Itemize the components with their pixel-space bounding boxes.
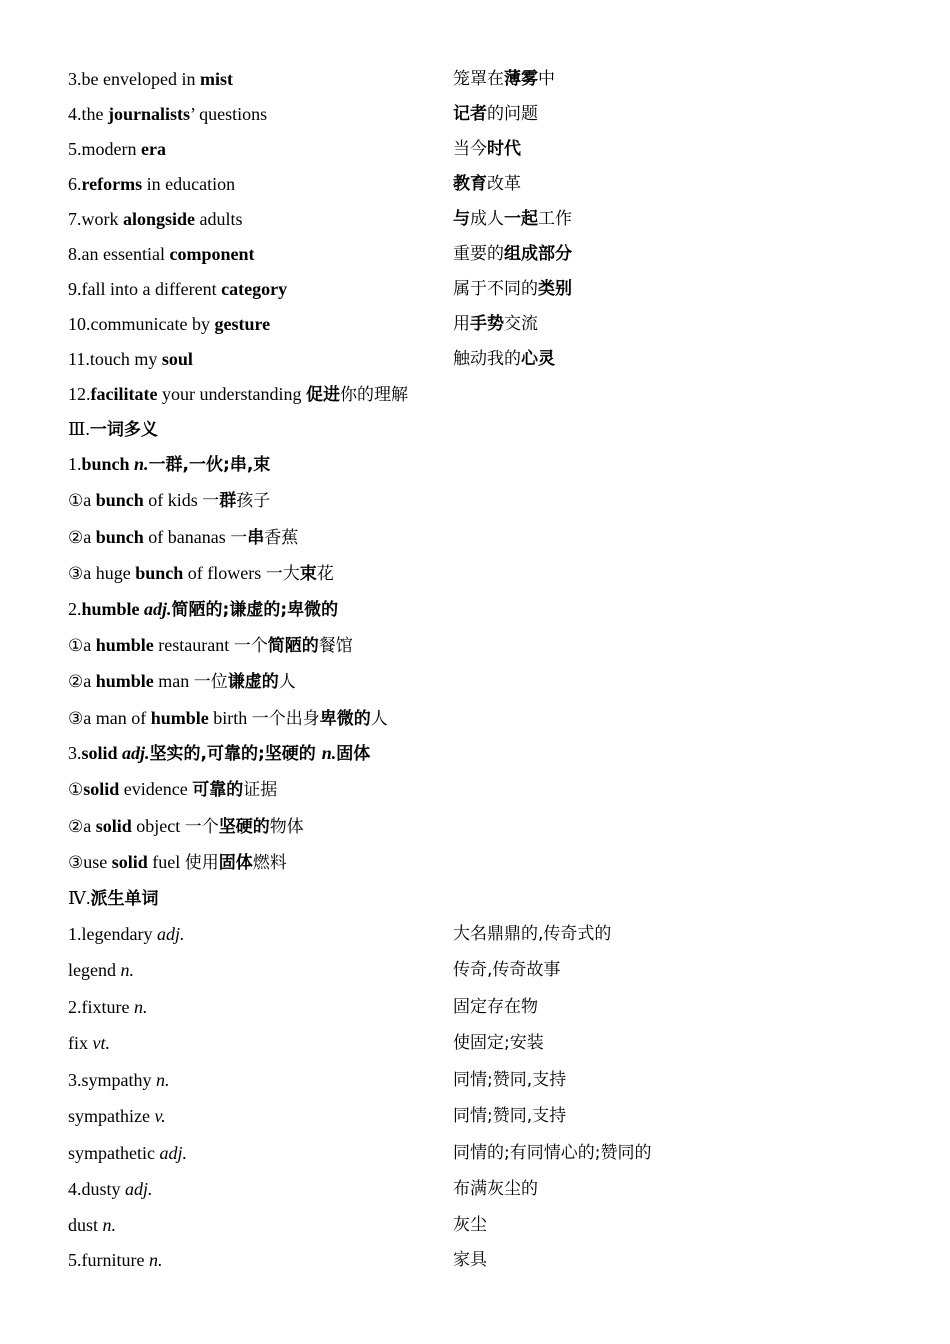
- derived-row: 5.furniture n. 家具: [68, 1249, 487, 1270]
- derived-row: dust n. 灰尘: [68, 1214, 487, 1235]
- phrase-row: [68, 237, 888, 272]
- phrase-en: 12.facilitate your understanding 促进你的理解: [68, 384, 408, 405]
- section-heading: Ⅲ.一词多义: [68, 419, 158, 440]
- derived-row: legend n. 传奇,传奇故事: [68, 960, 561, 980]
- phrase-zh: 重要的组成部分: [453, 244, 572, 264]
- phrase-row: [68, 167, 888, 202]
- polysemy-example: ①a bunch of kids 一群孩子: [68, 490, 271, 511]
- polysemy-heading: 2.humble adj.简陋的;谦虚的;卑微的: [68, 598, 339, 620]
- phrase-en: 8.an essential component: [68, 244, 255, 264]
- derived-row: sympathetic adj. 同情的;有同情心的;赞同的: [68, 1142, 652, 1163]
- phrase-en: 6.reforms in education: [68, 174, 236, 194]
- phrase-row: [68, 202, 888, 237]
- polysemy-heading: 1.bunch n.一群,一伙;串,束: [68, 454, 271, 475]
- phrase-row: [68, 342, 888, 377]
- polysemy-heading: 3.solid adj.坚实的,可靠的;坚硬的 n.固体: [68, 743, 371, 764]
- phrase-en: 5.modern era: [68, 139, 166, 159]
- phrase-zh: 当今时代: [453, 139, 521, 159]
- phrase-en: 4.the journalists’ questions: [68, 104, 268, 124]
- polysemy-example: ③a huge bunch of flowers 一大束花: [68, 563, 334, 584]
- phrase-row: [68, 307, 888, 342]
- derived-row: 3.sympathy n. 同情;赞同,支持: [68, 1069, 567, 1090]
- phrase-zh: 笼罩在薄雾中: [453, 69, 555, 89]
- phrase-en: 11.touch my soul: [68, 349, 193, 369]
- derived-row: fix vt. 使固定;安装: [68, 1033, 544, 1053]
- phrase-zh: 教育改革: [453, 174, 521, 194]
- polysemy-example: ②a humble man 一位谦虚的人: [68, 671, 296, 692]
- phrase-en: 9.fall into a different category: [68, 279, 288, 299]
- derived-row: 1.legendary adj. 大名鼎鼎的,传奇式的: [68, 923, 612, 944]
- phrase-zh: 触动我的心灵: [453, 349, 555, 369]
- phrase-en: 3.be enveloped in mist: [68, 69, 233, 89]
- derived-row: 2.fixture n. 固定存在物: [68, 996, 538, 1017]
- phrase-row: [68, 62, 888, 97]
- document-page: [68, 62, 888, 1278]
- derived-row: sympathize v. 同情;赞同,支持: [68, 1106, 567, 1126]
- phrase-row: [68, 272, 888, 307]
- derived-row: 4.dusty adj. 布满灰尘的: [68, 1179, 538, 1199]
- section-heading: Ⅳ.派生单词: [68, 887, 159, 909]
- polysemy-example: ③use solid fuel 使用固体燃料: [68, 852, 287, 873]
- phrase-en: 7.work alongside adults: [68, 209, 243, 229]
- polysemy-example: ①solid evidence 可靠的证据: [68, 779, 278, 800]
- phrase-zh: 记者的问题: [453, 104, 538, 124]
- phrase-row: [68, 97, 888, 132]
- polysemy-example: ③a man of humble birth 一个出身卑微的人: [68, 707, 388, 729]
- phrase-zh: 与成人一起工作: [453, 209, 572, 229]
- phrase-zh: 用手势交流: [453, 314, 538, 334]
- polysemy-example: ①a humble restaurant 一个简陋的餐馆: [68, 634, 353, 656]
- polysemy-example: ②a bunch of bananas 一串香蕉: [68, 526, 299, 548]
- phrase-row-12: [68, 377, 888, 412]
- phrase-zh: 属于不同的类别: [453, 279, 572, 299]
- phrase-en: 10.communicate by gesture: [68, 314, 271, 334]
- polysemy-example: ②a solid object 一个坚硬的物体: [68, 815, 304, 837]
- phrase-row: [68, 132, 888, 167]
